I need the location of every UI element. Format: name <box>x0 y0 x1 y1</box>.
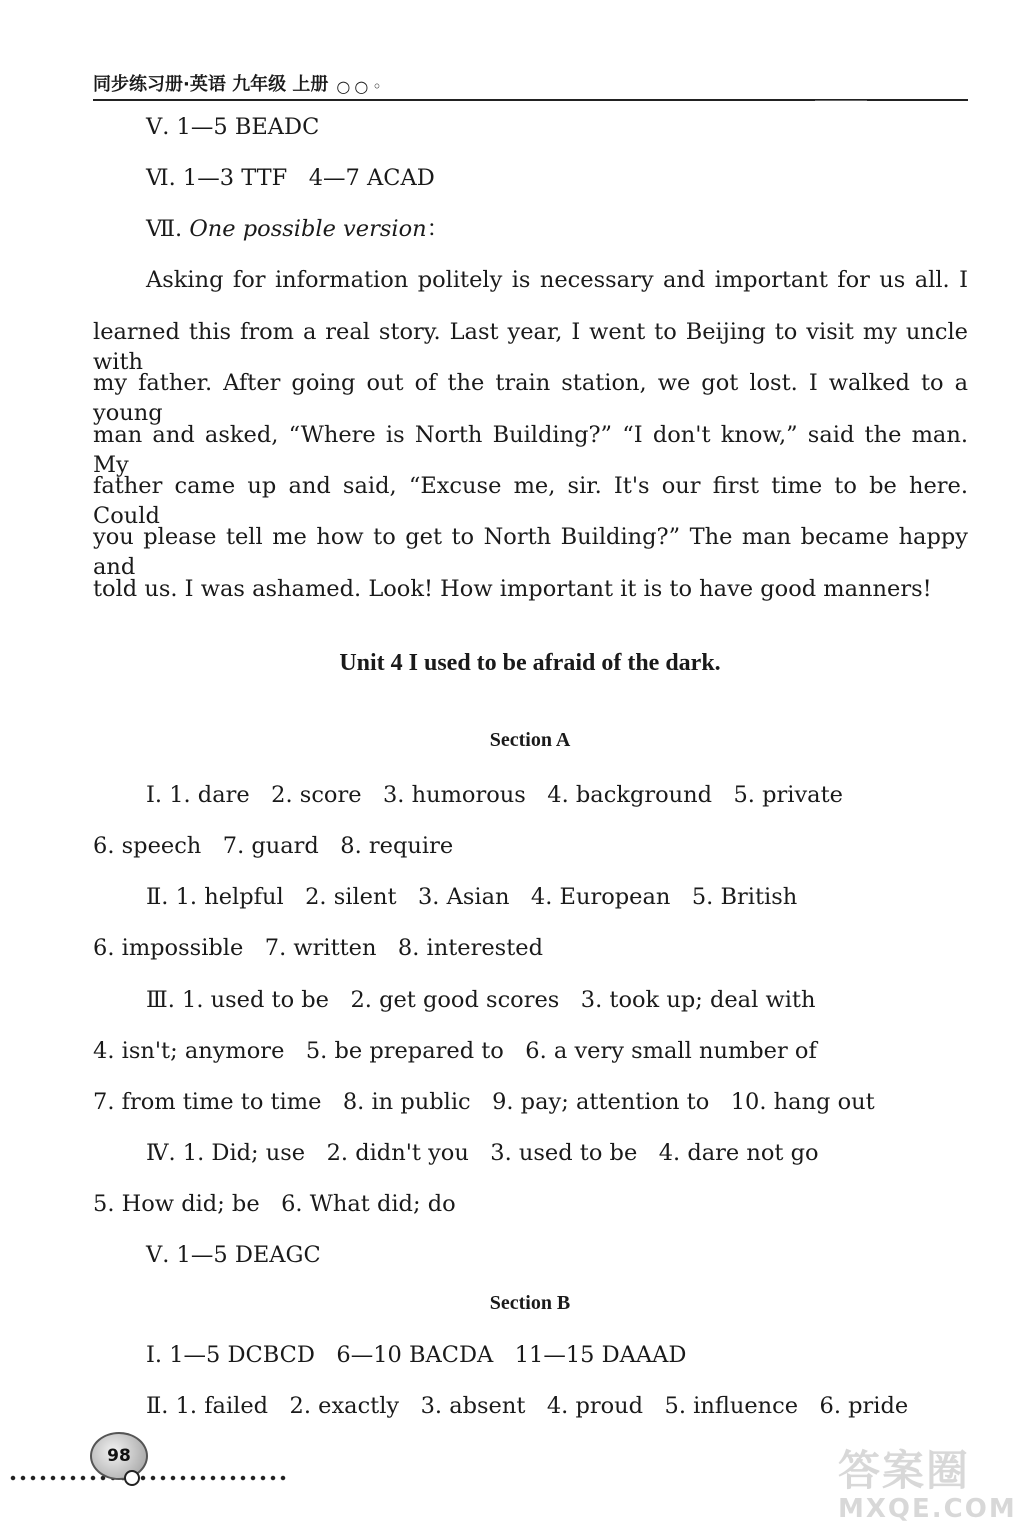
section-a-line: Ⅰ. 1. dare 2. score 3. humorous 4. background 5. private <box>146 782 843 808</box>
answer-vii <box>146 214 449 244</box>
section-a-line: Ⅲ. 1. used to be 2. get good scores 3. took up; deal with <box>146 987 816 1013</box>
section-a-line: Ⅳ. 1. Did; use 2. didn't you 3. used to be 4. dare not go <box>146 1140 819 1166</box>
page-number: 98 <box>107 1446 131 1466</box>
answer-vii-colon: ： <box>426 216 450 242</box>
section-a-title: Section A <box>489 729 571 751</box>
section-a-line: Ⅴ. 1—5 DEAGC <box>146 1242 321 1268</box>
answer-vi: Ⅵ. 1—3 TTF 4—7 ACAD <box>146 165 435 191</box>
page-number-badge <box>90 1432 148 1480</box>
section-a-line: Ⅱ. 1. helpful 2. silent 3. Asian 4. European 5. British <box>146 884 798 910</box>
section-b-title: Section B <box>489 1292 571 1314</box>
watermark-logo: 答案圈 <box>838 1446 971 1495</box>
section-b-line: Ⅰ. 1—5 DCBCD 6—10 BACDA 11—15 DAAAD <box>146 1342 687 1368</box>
unit-title: Unit 4 I used to be afraid of the dark. <box>339 650 721 676</box>
essay-line: Asking for information politely is necessary and important for us all. I <box>146 267 968 293</box>
essay-line: told us. I was ashamed. Look! How important it is to have good manners! <box>93 576 932 602</box>
footer-dotted-rule <box>8 1472 288 1484</box>
header-circles: ○○◦ <box>336 77 386 96</box>
running-header <box>93 70 968 101</box>
essay-line: my father. After going out of the train station, we got lost. I walked to a young <box>93 370 968 426</box>
header-title: 同步练习册·英语 九年级 上册 <box>93 74 329 95</box>
watermark <box>838 1438 1018 1528</box>
section-a-line: 5. How did; be 6. What did; do <box>93 1191 456 1217</box>
section-a-line: 7. from time to time 8. in public 9. pay; attention to 10. hang out <box>93 1089 875 1115</box>
essay-line: you please tell me how to get to North Building?” The man became happy and <box>93 524 968 580</box>
watermark-url: MXQE.COM <box>838 1494 1017 1524</box>
section-a-line: 4. isn't; anymore 5. be prepared to 6. a very small number of <box>93 1038 817 1064</box>
essay-line: man and asked, “Where is North Building?” “I don't know,” said the man. My <box>93 422 968 478</box>
section-a-line: 6. impossible 7. written 8. interested <box>93 935 543 961</box>
section-b-line: Ⅱ. 1. failed 2. exactly 3. absent 4. proud 5. influence 6. pride <box>146 1393 909 1419</box>
essay-line: learned this from a real story. Last year, I went to Beijing to visit my uncle with <box>93 319 968 375</box>
answer-v: Ⅴ. 1—5 BEADC <box>146 114 320 140</box>
page-ring-icon <box>124 1470 140 1486</box>
section-a-line: 6. speech 7. guard 8. require <box>93 833 454 859</box>
essay-line: father came up and said, “Excuse me, sir. It's our first time to be here. Could <box>93 473 968 529</box>
answer-vii-num: Ⅶ. <box>146 216 190 242</box>
answer-vii-label: One possible version <box>189 216 427 242</box>
header-rule <box>815 100 867 101</box>
